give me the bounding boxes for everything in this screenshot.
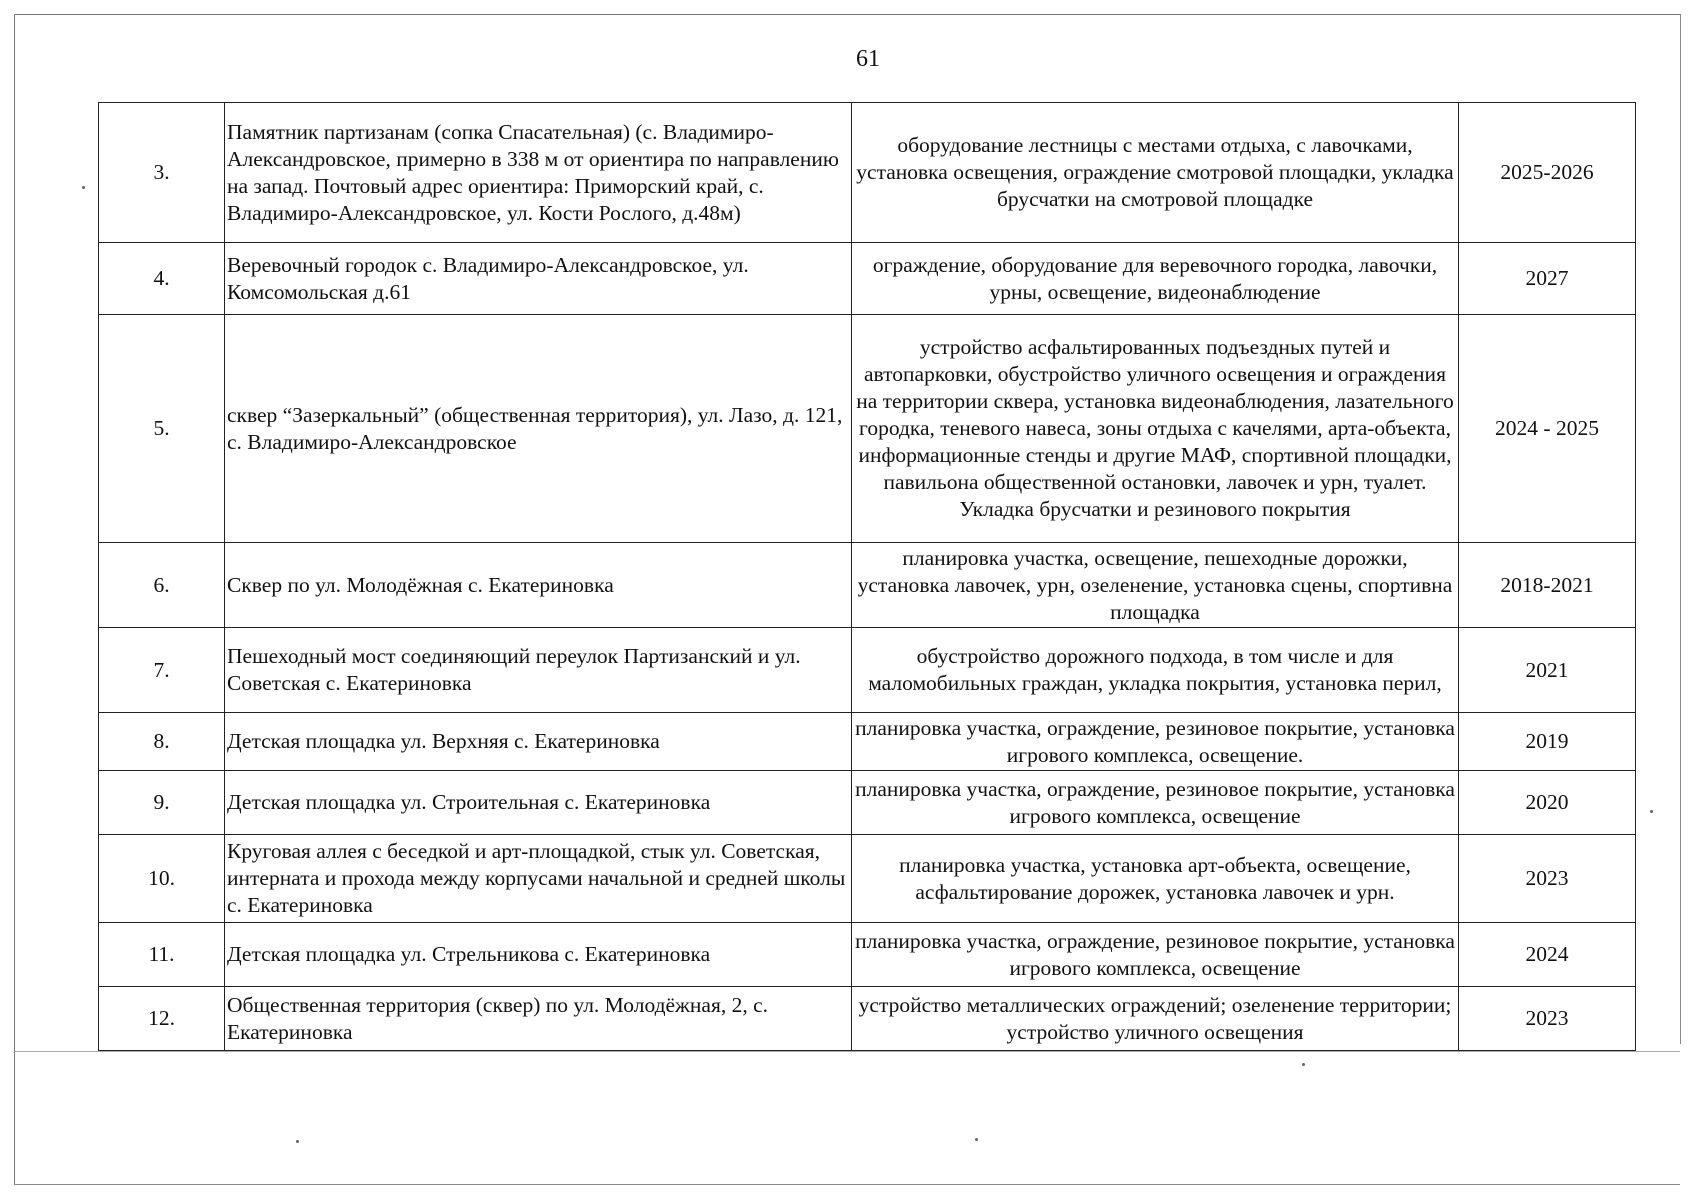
row-number: 6. xyxy=(99,543,225,628)
table-row xyxy=(99,315,1636,543)
works-cell: оборудование лестницы с местами отдыха, с лавочками, установка освещения, ограждение смотровой площадки, укладка брусчатки на смотровой площадке xyxy=(852,103,1459,243)
object-cell: Общественная территория (сквер) по ул. Молодёжная, 2, с. Екатериновка xyxy=(225,987,852,1051)
object-cell: Круговая аллея с беседкой и арт-площадкой, стык ул. Советская, интерната и прохода между корпусами начальной и средней школы с. Екатериновка xyxy=(225,835,852,923)
page-border-right xyxy=(1680,14,1681,1044)
years-cell: 2021 xyxy=(1459,628,1636,713)
years-cell: 2019 xyxy=(1459,713,1636,771)
years-cell: 2023 xyxy=(1459,835,1636,923)
row-number: 3. xyxy=(99,103,225,243)
row-number: 11. xyxy=(99,923,225,987)
years-cell: 2020 xyxy=(1459,771,1636,835)
works-cell: планировка участка, ограждение, резиновое покрытие, установка игрового комплекса, освещение xyxy=(852,771,1459,835)
works-cell: устройство асфальтированных подъездных путей и автопарковки, обустройство уличного освещения и ограждения на территории сквера, установка видеонаблюдения, лазательного городка, теневого навеса, зоны отдыха с качелями, арта-объекта, информационные стенды и другие МАФ, спортивной площадки, павильона общественной остановки, лавочек и урн, туалет. Укладка брусчатки и резинового покрытия xyxy=(852,315,1459,543)
page-border-left xyxy=(14,14,15,1184)
table-row xyxy=(99,923,1636,987)
years-cell: 2027 xyxy=(1459,243,1636,315)
object-cell: Веревочный городок с. Владимиро-Александровское, ул. Комсомольская д.61 xyxy=(225,243,852,315)
page-border-bottom xyxy=(14,1184,1680,1185)
object-cell: Детская площадка ул. Верхняя с. Екатериновка xyxy=(225,713,852,771)
scan-speck xyxy=(975,1138,978,1141)
page-number: 61 xyxy=(856,46,880,72)
row-number: 4. xyxy=(99,243,225,315)
table-row xyxy=(99,835,1636,923)
works-cell: планировка участка, установка арт-объекта, освещение, асфальтирование дорожек, установка лавочек и урн. xyxy=(852,835,1459,923)
years-cell: 2023 xyxy=(1459,987,1636,1051)
works-cell: планировка участка, ограждение, резиновое покрытие, установка игрового комплекса, освещение. xyxy=(852,713,1459,771)
table-row xyxy=(99,543,1636,628)
table-row xyxy=(99,243,1636,315)
scan-speck xyxy=(82,186,85,189)
row-number: 8. xyxy=(99,713,225,771)
object-cell: Сквер по ул. Молодёжная с. Екатериновка xyxy=(225,543,852,628)
works-cell: ограждение, оборудование для веревочного городка, лавочки, урны, освещение, видеонаблюдение xyxy=(852,243,1459,315)
row-number: 5. xyxy=(99,315,225,543)
table-row xyxy=(99,103,1636,243)
object-cell: сквер “Зазеркальный” (общественная территория), ул. Лазо, д. 121, с. Владимиро-Александровское xyxy=(225,315,852,543)
row-number: 10. xyxy=(99,835,225,923)
years-cell: 2025-2026 xyxy=(1459,103,1636,243)
years-cell: 2024 - 2025 xyxy=(1459,315,1636,543)
row-number: 9. xyxy=(99,771,225,835)
works-cell: планировка участка, освещение, пешеходные дорожки, установка лавочек, урн, озеленение, установка сцены, спортивна площадка xyxy=(852,543,1459,628)
works-cell: планировка участка, ограждение, резиновое покрытие, установка игрового комплекса, освещение xyxy=(852,923,1459,987)
years-cell: 2018-2021 xyxy=(1459,543,1636,628)
page-border-top xyxy=(14,14,1680,15)
table-row xyxy=(99,771,1636,835)
table-row xyxy=(99,713,1636,771)
scan-speck xyxy=(1302,1063,1305,1066)
object-cell: Пешеходный мост соединяющий переулок Партизанский и ул. Советская с. Екатериновка xyxy=(225,628,852,713)
row-number: 7. xyxy=(99,628,225,713)
years-cell: 2024 xyxy=(1459,923,1636,987)
table-row xyxy=(99,987,1636,1051)
scan-speck xyxy=(296,1140,299,1143)
object-cell: Памятник партизанам (сопка Спасательная) (с. Владимиро-Александровское, примерно в 338 м от ориентира по направлению на запад. Почтовый адрес ориентира: Приморский край, с. Владимиро-Александровское, ул. Кости Рослого, д.48м) xyxy=(225,103,852,243)
works-table xyxy=(98,102,1636,1051)
works-cell: обустройство дорожного подхода, в том числе и для маломобильных граждан, укладка покрытия, установка перил, xyxy=(852,628,1459,713)
scan-speck xyxy=(1650,810,1653,813)
row-number: 12. xyxy=(99,987,225,1051)
table-row xyxy=(99,628,1636,713)
works-cell: устройство металлических ограждений; озеленение территории; устройство уличного освещения xyxy=(852,987,1459,1051)
object-cell: Детская площадка ул. Стрельникова с. Екатериновка xyxy=(225,923,852,987)
object-cell: Детская площадка ул. Строительная с. Екатериновка xyxy=(225,771,852,835)
page-border-middle xyxy=(14,1051,1680,1052)
